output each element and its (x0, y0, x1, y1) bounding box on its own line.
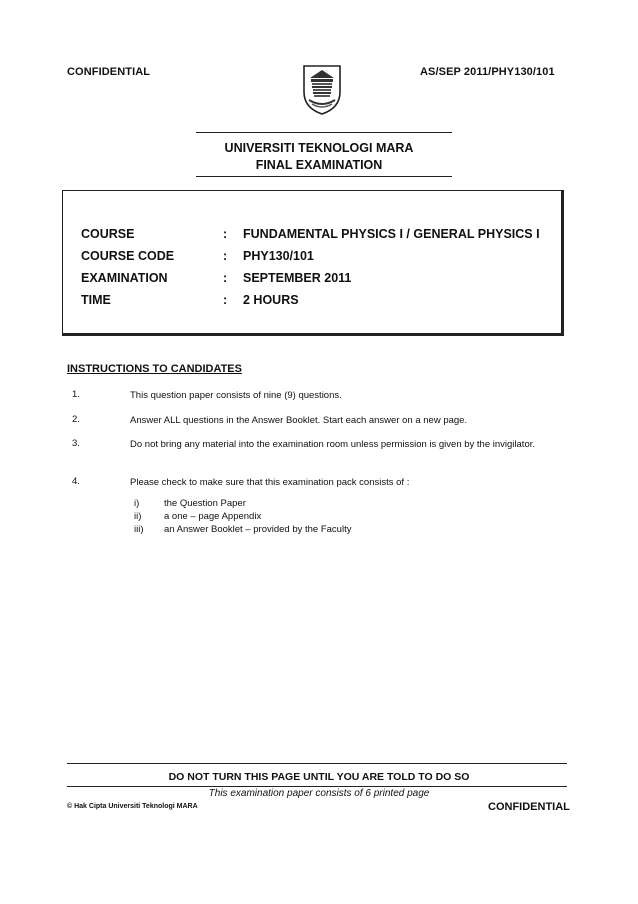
time-label: TIME (81, 293, 111, 307)
course-colon: : (223, 227, 228, 241)
printed-pages-note: This examination paper consists of 6 printed page (208, 788, 430, 799)
examination-colon: : (223, 271, 228, 285)
instruction-1-number: 1. (72, 389, 80, 400)
title-rule-bottom (196, 176, 452, 177)
instruction-2-number: 2. (72, 414, 80, 425)
copyright-notice: © Hak Cipta Universiti Teknologi MARA (67, 803, 198, 810)
course-code-row (81, 249, 314, 263)
time-colon: : (223, 293, 228, 307)
examination-label: EXAMINATION (81, 271, 168, 285)
subitem-2-number: ii) (134, 511, 142, 522)
time-value: 2 HOURS (243, 293, 299, 307)
university-name: UNIVERSITI TEKNOLOGI MARA (224, 141, 414, 155)
instruction-2-text: Answer ALL questions in the Answer Booklet. Start each answer on a new page. (130, 415, 468, 426)
course-code-colon: : (223, 249, 228, 263)
subitem-1-number: i) (134, 498, 140, 509)
instruction-4-text: Please check to make sure that this examination pack consists of : (130, 477, 410, 488)
instruction-1-text: This question paper consists of nine (9) questions. (130, 390, 342, 401)
footer-rule-top (67, 763, 567, 764)
examination-row (81, 271, 351, 285)
university-logo (300, 62, 344, 116)
header-paper-code: AS/SEP 2011/PHY130/101 (420, 66, 555, 78)
instructions-title: INSTRUCTIONS TO CANDIDATES (67, 363, 242, 375)
do-not-turn-warning: DO NOT TURN THIS PAGE UNTIL YOU ARE TOLD TO DO SO (168, 771, 470, 783)
instruction-3-text: Do not bring any material into the examination room unless permission is given by the invigilator. (130, 439, 536, 450)
university-title (0, 140, 638, 174)
course-details-box (62, 190, 564, 336)
title-rule-top (196, 132, 452, 133)
header-confidential: CONFIDENTIAL (67, 66, 151, 78)
instruction-4-number: 4. (72, 476, 80, 487)
subitem-2-text: a one – page Appendix (164, 511, 262, 522)
course-row (81, 227, 540, 241)
subitem-3-number: iii) (134, 524, 144, 535)
course-label: COURSE (81, 227, 135, 241)
examination-value: SEPTEMBER 2011 (243, 271, 352, 285)
subitem-1-text: the Question Paper (164, 498, 246, 509)
footer-rule-bottom (67, 786, 567, 787)
time-row (81, 293, 299, 307)
footer-confidential: CONFIDENTIAL (488, 801, 570, 813)
course-value: FUNDAMENTAL PHYSICS I / GENERAL PHYSICS I (243, 227, 540, 241)
course-code-label: COURSE CODE (81, 249, 175, 263)
course-code-value: PHY130/101 (243, 249, 314, 263)
exam-title: FINAL EXAMINATION (255, 158, 383, 172)
subitem-3-text: an Answer Booklet – provided by the Faculty (164, 524, 352, 535)
instruction-3-number: 3. (72, 438, 80, 449)
